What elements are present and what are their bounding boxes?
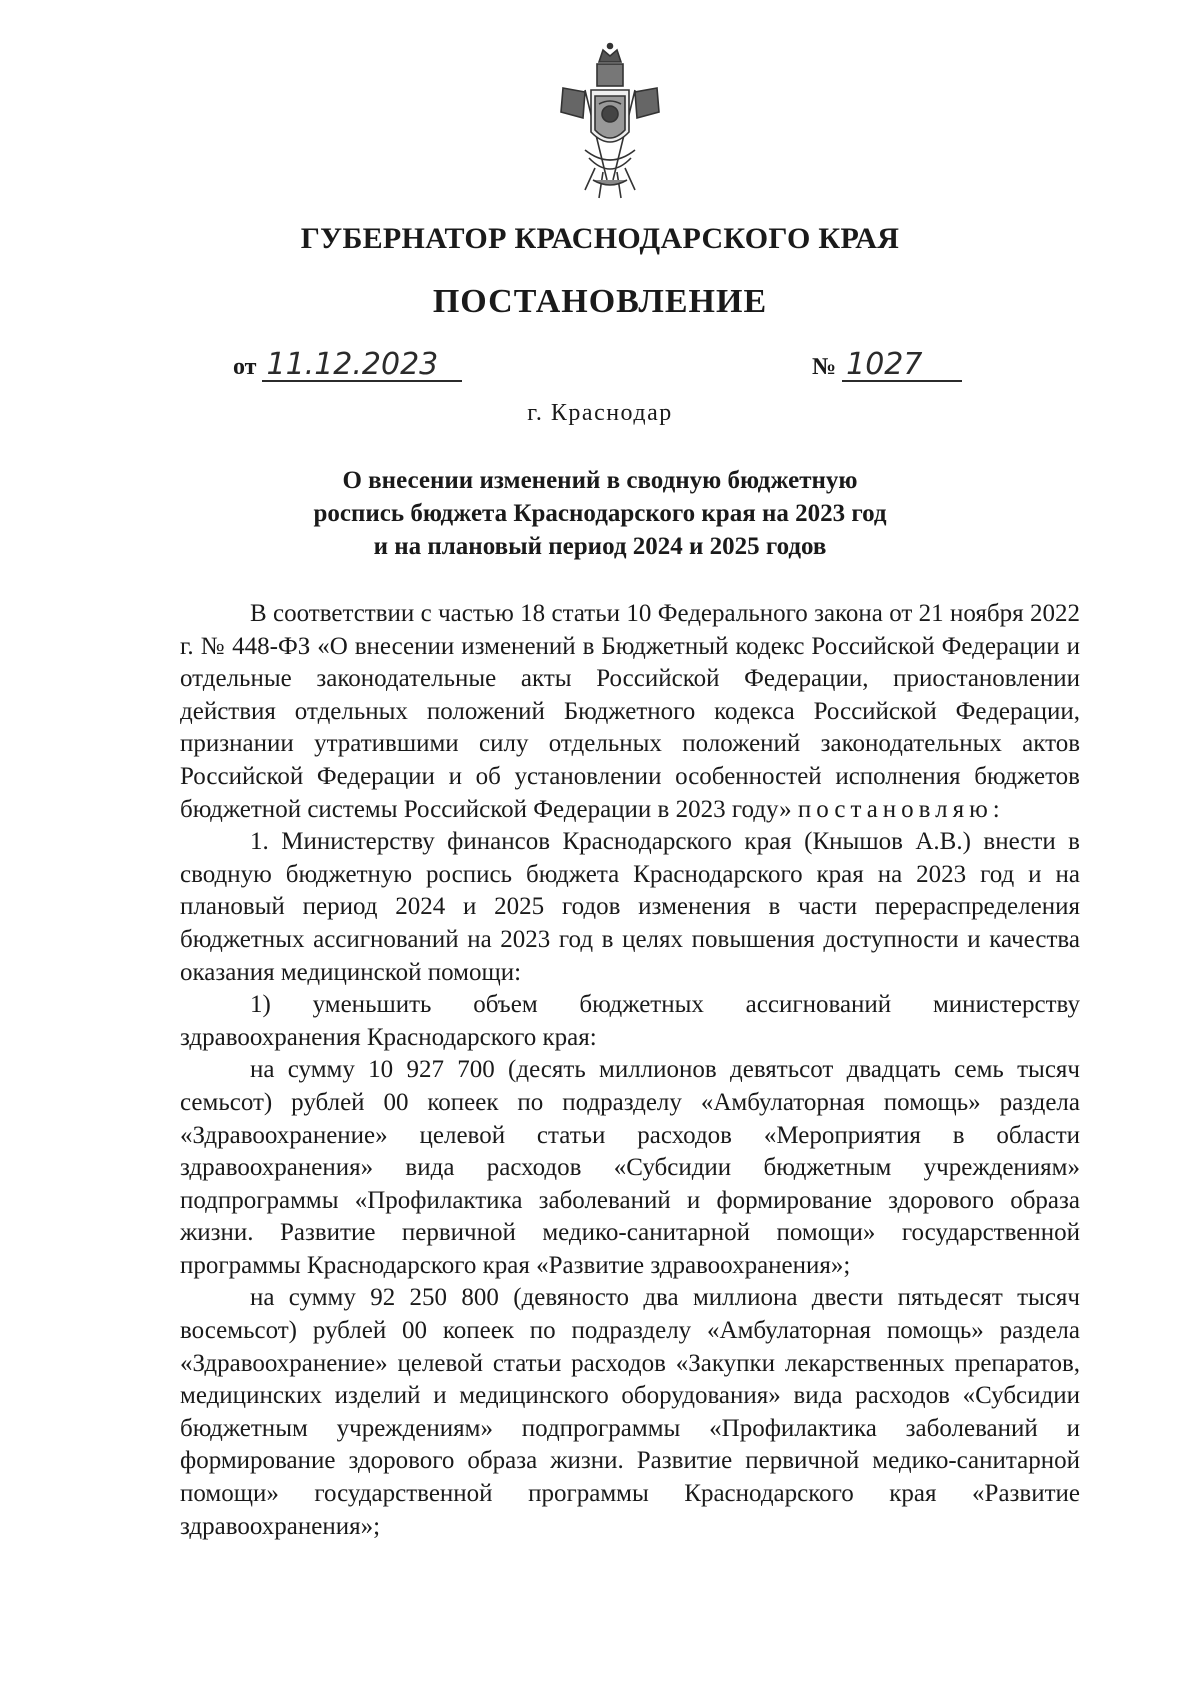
amount-paragraph-b: на сумму 92 250 800 (девяносто два миллиона двести пятьдесят тысяч восемьсот) рублей 00 копеек по подразделу «Амбулаторная помощь» раздела «Здравоохранение» целевой статьи расходов «Закупки лекарственных препаратов, медицинских изделий и медицинского оборудования» вида расходов «Субсидии бюджетным учреждениям» подпрограммы «Профилактика заболеваний и формирование здорового образа жизни. Развитие первичной медико-санитарной помощи» государственной программы Краснодарского края «Развитие здравоохранения»;: [180, 1284, 1080, 1540]
subject-heading: [300, 464, 900, 563]
date-row: [233, 347, 462, 382]
number-value: 1027: [842, 350, 962, 382]
document-body: [180, 598, 1080, 1543]
document-type: ПОСТАНОВЛЕНИЕ: [432, 283, 768, 320]
preamble-paragraph: [180, 598, 1080, 826]
subject-line: роспись бюджета Краснодарского края на 2023 год: [313, 500, 887, 527]
city: г. Краснодар: [527, 400, 673, 426]
decree-word: постановляю:: [797, 795, 1005, 823]
preamble-text: В соответствии с частью 18 статьи 10 Федерального закона от 21 ноября 2022 г. № 448-ФЗ «О внесении изменений в Бюджетный кодекс Российской Федерации и отдельные законодательные акты Российской Федерации, приостановлении действия отдельных положений Бюджетного кодекса Российской Федерации, признании утратившими силу отдельных положений законодательных актов Российской Федерации и об установлении особенностей исполнения бюджетов бюджетной системы Российской Федерации в 2023 году»: [180, 600, 1080, 823]
subject-line: и на плановый период 2024 и 2025 годов: [373, 533, 827, 560]
governor-title: ГУБЕРНАТОР КРАСНОДАРСКОГО КРАЯ: [300, 222, 900, 255]
number-row: [812, 347, 962, 382]
subitem-1-paragraph: 1) уменьшить объем бюджетных ассигнований министерству здравоохранения Краснодарского края:: [180, 991, 1080, 1051]
subject-line: О внесении изменений в сводную бюджетную: [342, 467, 858, 494]
date-value: 11.12.2023: [262, 350, 462, 382]
number-prefix: №: [812, 354, 837, 380]
date-prefix: от: [233, 354, 257, 380]
amount-paragraph-a: на сумму 10 927 700 (десять миллионов девятьсот двадцать семь тысяч семьсот) рублей 00 копеек по подразделу «Амбулаторная помощь» раздела «Здравоохранение» целевой статьи расходов «Мероприятия в области здравоохранения» вида расходов «Субсидии бюджетным учреждениям» подпрограммы «Профилактика заболеваний и формирование здорового образа жизни. Развитие первичной медико-санитарной помощи» государственной программы Краснодарского края «Развитие здравоохранения»;: [180, 1056, 1080, 1279]
item-1-paragraph: 1. Министерству финансов Краснодарского края (Кнышов А.В.) внести в сводную бюджетную роспись бюджета Краснодарского края на 2023 год и на плановый период 2024 и 2025 годов изменения в части перераспределения бюджетных ассигнований на 2023 год в целях повышения доступности и качества оказания медицинской помощи:: [180, 828, 1080, 986]
coat-of-arms-icon: [555, 40, 665, 210]
